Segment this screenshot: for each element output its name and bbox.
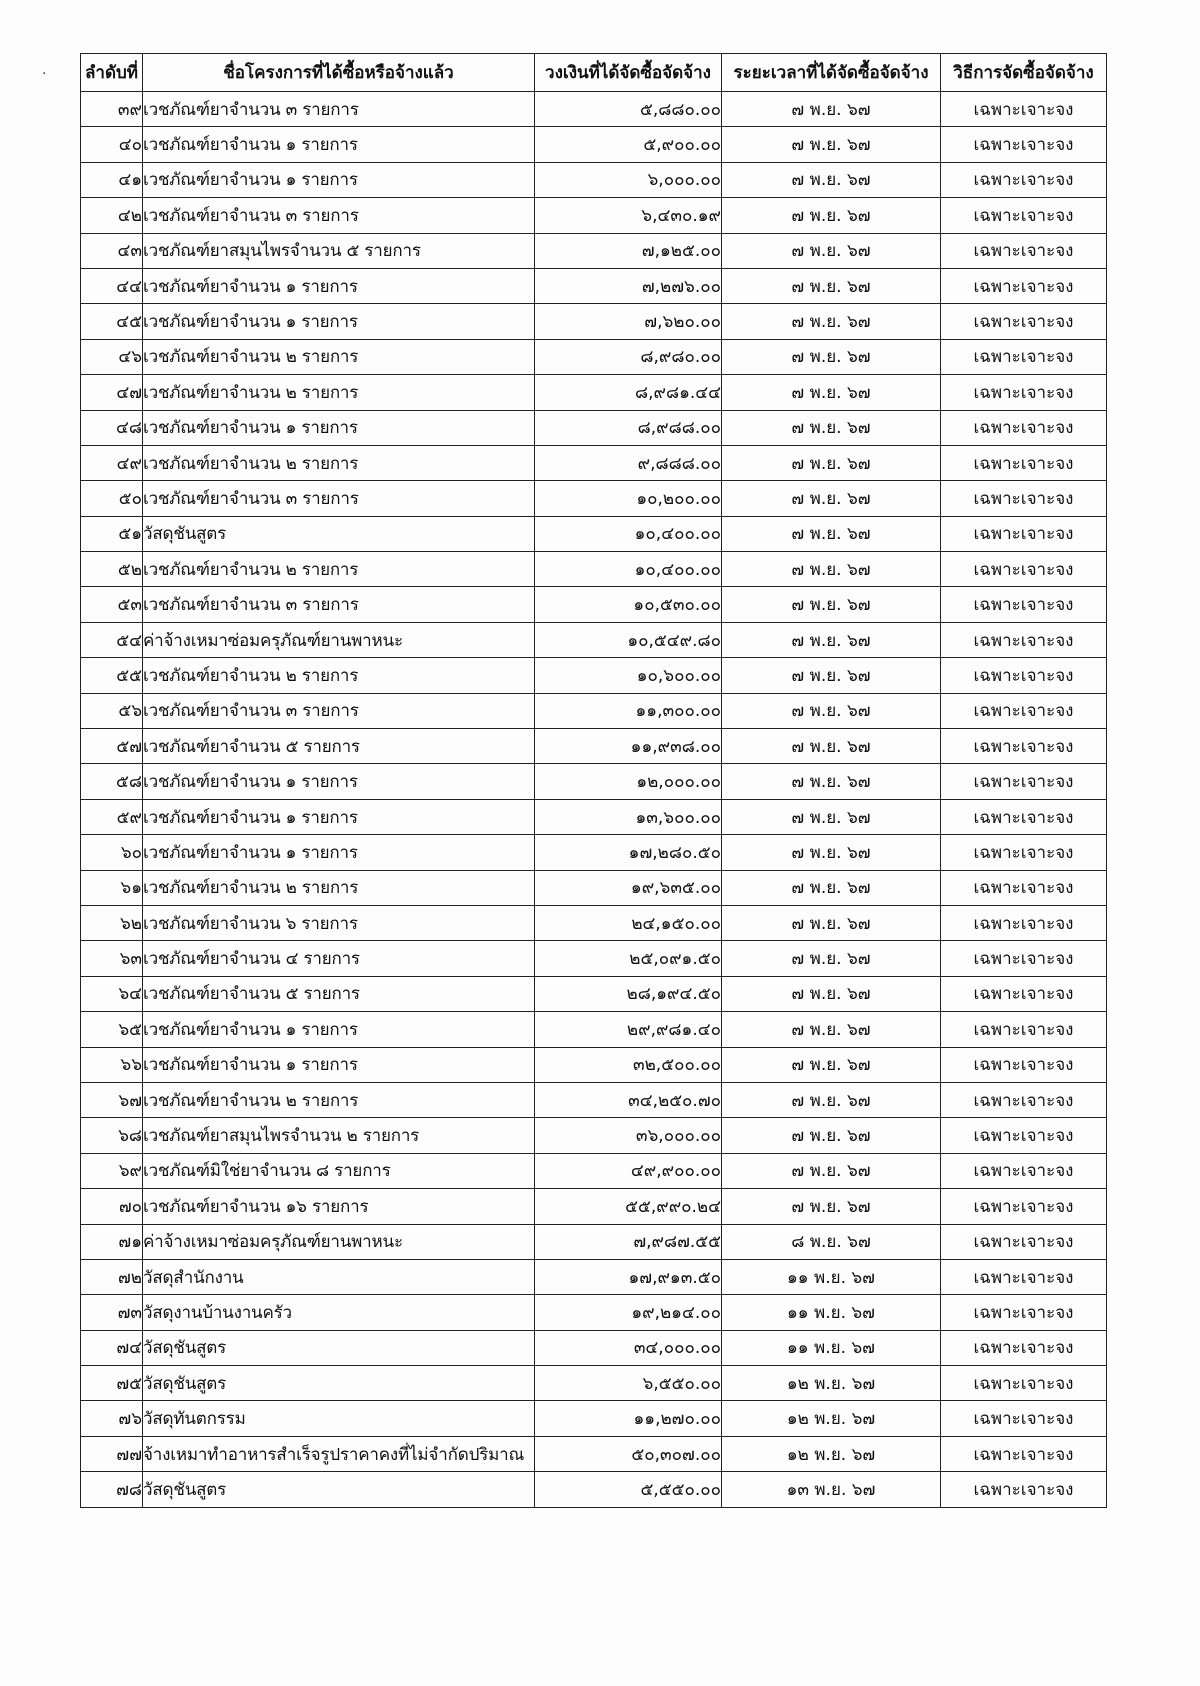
procurement-date-cell: ๗ พ.ย. ๖๗ bbox=[722, 233, 941, 268]
project-name-cell: เวชภัณฑ์ยาจำนวน ๑ รายการ bbox=[143, 764, 535, 799]
row-number-cell: ๗๕ bbox=[81, 1366, 143, 1401]
amount-cell: ๑๐,๕๔๙.๘๐ bbox=[535, 622, 722, 657]
amount-cell: ๑๑,๒๗๐.๐๐ bbox=[535, 1401, 722, 1436]
row-number-cell: ๗๗ bbox=[81, 1436, 143, 1471]
procurement-date-cell: ๗ พ.ย. ๖๗ bbox=[722, 1047, 941, 1082]
table-row bbox=[81, 835, 1107, 870]
procurement-date-cell: ๗ พ.ย. ๖๗ bbox=[722, 870, 941, 905]
row-number-cell: ๖๕ bbox=[81, 1012, 143, 1047]
row-number-cell: ๕๖ bbox=[81, 693, 143, 728]
amount-cell: ๘,๙๘๑.๔๔ bbox=[535, 375, 722, 410]
procurement-method-cell: เฉพาะเจาะจง bbox=[941, 870, 1107, 905]
row-number-cell: ๔๙ bbox=[81, 445, 143, 480]
table-row bbox=[81, 870, 1107, 905]
table-row bbox=[81, 198, 1107, 233]
amount-cell: ๖,๔๓๐.๑๙ bbox=[535, 198, 722, 233]
amount-cell: ๑๗,๙๑๓.๕๐ bbox=[535, 1259, 722, 1294]
row-number-cell: ๔๒ bbox=[81, 198, 143, 233]
project-name-cell: เวชภัณฑ์ยาจำนวน ๓ รายการ bbox=[143, 693, 535, 728]
project-name-cell: เวชภัณฑ์ยาจำนวน ๒ รายการ bbox=[143, 1082, 535, 1117]
project-name-cell: เวชภัณฑ์ยาจำนวน ๒ รายการ bbox=[143, 339, 535, 374]
amount-cell: ๓๔,๒๕๐.๗๐ bbox=[535, 1082, 722, 1117]
amount-cell: ๖,๕๕๐.๐๐ bbox=[535, 1366, 722, 1401]
row-number-cell: ๔๐ bbox=[81, 127, 143, 162]
procurement-date-cell: ๗ พ.ย. ๖๗ bbox=[722, 693, 941, 728]
procurement-method-cell: เฉพาะเจาะจง bbox=[941, 1153, 1107, 1188]
row-number-cell: ๕๔ bbox=[81, 622, 143, 657]
project-name-cell: ค่าจ้างเหมาซ่อมครุภัณฑ์ยานพาหนะ bbox=[143, 1224, 535, 1259]
procurement-method-cell: เฉพาะเจาะจง bbox=[941, 1259, 1107, 1294]
amount-cell: ๑๐,๒๐๐.๐๐ bbox=[535, 481, 722, 516]
amount-cell: ๖,๐๐๐.๐๐ bbox=[535, 162, 722, 197]
table-row bbox=[81, 481, 1107, 516]
procurement-method-cell: เฉพาะเจาะจง bbox=[941, 1047, 1107, 1082]
row-number-cell: ๖๗ bbox=[81, 1082, 143, 1117]
table-row bbox=[81, 1224, 1107, 1259]
procurement-date-cell: ๗ พ.ย. ๖๗ bbox=[722, 516, 941, 551]
project-name-cell: เวชภัณฑ์ยาจำนวน ๕ รายการ bbox=[143, 729, 535, 764]
row-number-cell: ๗๘ bbox=[81, 1472, 143, 1507]
procurement-method-cell: เฉพาะเจาะจง bbox=[941, 552, 1107, 587]
project-name-cell: วัสดุชันสูตร bbox=[143, 1472, 535, 1507]
procurement-date-cell: ๗ พ.ย. ๖๗ bbox=[722, 1118, 941, 1153]
table-row bbox=[81, 552, 1107, 587]
amount-cell: ๕,๘๘๐.๐๐ bbox=[535, 92, 722, 127]
row-number-cell: ๔๗ bbox=[81, 375, 143, 410]
table-row bbox=[81, 905, 1107, 940]
procurement-date-cell: ๗ พ.ย. ๖๗ bbox=[722, 835, 941, 870]
procurement-method-cell: เฉพาะเจาะจง bbox=[941, 905, 1107, 940]
amount-cell: ๑๑,๙๓๘.๐๐ bbox=[535, 729, 722, 764]
procurement-method-cell: เฉพาะเจาะจง bbox=[941, 198, 1107, 233]
amount-cell: ๓๒,๕๐๐.๐๐ bbox=[535, 1047, 722, 1082]
procurement-method-cell: เฉพาะเจาะจง bbox=[941, 1401, 1107, 1436]
amount-cell: ๑๐,๔๐๐.๐๐ bbox=[535, 552, 722, 587]
row-number-cell: ๗๑ bbox=[81, 1224, 143, 1259]
scan-mark: · bbox=[42, 66, 47, 82]
row-number-cell: ๕๘ bbox=[81, 764, 143, 799]
project-name-cell: เวชภัณฑ์ยาจำนวน ๑ รายการ bbox=[143, 410, 535, 445]
procurement-date-cell: ๗ พ.ย. ๖๗ bbox=[722, 304, 941, 339]
procurement-date-cell: ๗ พ.ย. ๖๗ bbox=[722, 339, 941, 374]
amount-cell: ๑๐,๖๐๐.๐๐ bbox=[535, 658, 722, 693]
row-number-cell: ๕๑ bbox=[81, 516, 143, 551]
procurement-method-cell: เฉพาะเจาะจง bbox=[941, 1118, 1107, 1153]
procurement-date-cell: ๗ พ.ย. ๖๗ bbox=[722, 481, 941, 516]
row-number-cell: ๖๙ bbox=[81, 1153, 143, 1188]
procurement-method-cell: เฉพาะเจาะจง bbox=[941, 516, 1107, 551]
table-row bbox=[81, 1366, 1107, 1401]
project-name-cell: วัสดุชันสูตร bbox=[143, 1366, 535, 1401]
procurement-date-cell: ๘ พ.ย. ๖๗ bbox=[722, 1224, 941, 1259]
procurement-date-cell: ๗ พ.ย. ๖๗ bbox=[722, 127, 941, 162]
procurement-method-cell: เฉพาะเจาะจง bbox=[941, 445, 1107, 480]
table-row bbox=[81, 1259, 1107, 1294]
amount-cell: ๓๖,๐๐๐.๐๐ bbox=[535, 1118, 722, 1153]
row-number-cell: ๔๖ bbox=[81, 339, 143, 374]
amount-cell: ๗,๖๒๐.๐๐ bbox=[535, 304, 722, 339]
row-number-cell: ๖๖ bbox=[81, 1047, 143, 1082]
project-name-cell: เวชภัณฑ์ยาจำนวน ๑๖ รายการ bbox=[143, 1189, 535, 1224]
procurement-method-cell: เฉพาะเจาะจง bbox=[941, 1366, 1107, 1401]
table-row bbox=[81, 127, 1107, 162]
row-number-cell: ๗๐ bbox=[81, 1189, 143, 1224]
procurement-method-cell: เฉพาะเจาะจง bbox=[941, 658, 1107, 693]
procurement-date-cell: ๗ พ.ย. ๖๗ bbox=[722, 799, 941, 834]
table-row bbox=[81, 622, 1107, 657]
procurement-date-cell: ๑๒ พ.ย. ๖๗ bbox=[722, 1436, 941, 1471]
table-row bbox=[81, 1047, 1107, 1082]
procurement-method-cell: เฉพาะเจาะจง bbox=[941, 268, 1107, 303]
procurement-method-cell: เฉพาะเจาะจง bbox=[941, 1330, 1107, 1365]
table-row bbox=[81, 1330, 1107, 1365]
project-name-cell: เวชภัณฑ์ยาจำนวน ๓ รายการ bbox=[143, 92, 535, 127]
procurement-date-cell: ๑๑ พ.ย. ๖๗ bbox=[722, 1259, 941, 1294]
procurement-method-cell: เฉพาะเจาะจง bbox=[941, 233, 1107, 268]
table-row bbox=[81, 1401, 1107, 1436]
row-number-cell: ๗๖ bbox=[81, 1401, 143, 1436]
procurement-date-cell: ๗ พ.ย. ๖๗ bbox=[722, 198, 941, 233]
row-number-cell: ๕๗ bbox=[81, 729, 143, 764]
table-row bbox=[81, 1082, 1107, 1117]
row-number-cell: ๕๒ bbox=[81, 552, 143, 587]
row-number-cell: ๖๑ bbox=[81, 870, 143, 905]
procurement-method-cell: เฉพาะเจาะจง bbox=[941, 941, 1107, 976]
procurement-table bbox=[80, 53, 1107, 1508]
row-number-cell: ๕๕ bbox=[81, 658, 143, 693]
procurement-method-cell: เฉพาะเจาะจง bbox=[941, 1189, 1107, 1224]
procurement-date-cell: ๗ พ.ย. ๖๗ bbox=[722, 658, 941, 693]
procurement-date-cell: ๗ พ.ย. ๖๗ bbox=[722, 375, 941, 410]
table-row bbox=[81, 1189, 1107, 1224]
table-row bbox=[81, 764, 1107, 799]
table-row bbox=[81, 268, 1107, 303]
amount-cell: ๑๒,๐๐๐.๐๐ bbox=[535, 764, 722, 799]
amount-cell: ๙,๘๘๘.๐๐ bbox=[535, 445, 722, 480]
row-number-cell: ๔๕ bbox=[81, 304, 143, 339]
table-header-row bbox=[81, 54, 1107, 92]
table-row bbox=[81, 233, 1107, 268]
procurement-method-cell: เฉพาะเจาะจง bbox=[941, 304, 1107, 339]
procurement-method-cell: เฉพาะเจาะจง bbox=[941, 481, 1107, 516]
procurement-date-cell: ๑๒ พ.ย. ๖๗ bbox=[722, 1401, 941, 1436]
project-name-cell: เวชภัณฑ์ยาจำนวน ๒ รายการ bbox=[143, 445, 535, 480]
project-name-cell: เวชภัณฑ์ยาสมุนไพรจำนวน ๕ รายการ bbox=[143, 233, 535, 268]
project-name-cell: เวชภัณฑ์ยาจำนวน ๑ รายการ bbox=[143, 268, 535, 303]
project-name-cell: เวชภัณฑ์ยาจำนวน ๒ รายการ bbox=[143, 552, 535, 587]
procurement-method-cell: เฉพาะเจาะจง bbox=[941, 92, 1107, 127]
table-row bbox=[81, 693, 1107, 728]
procurement-method-cell: เฉพาะเจาะจง bbox=[941, 1295, 1107, 1330]
amount-cell: ๑๐,๕๓๐.๐๐ bbox=[535, 587, 722, 622]
table-row bbox=[81, 410, 1107, 445]
procurement-method-cell: เฉพาะเจาะจง bbox=[941, 976, 1107, 1011]
procurement-method-cell: เฉพาะเจาะจง bbox=[941, 1436, 1107, 1471]
table-row bbox=[81, 1012, 1107, 1047]
procurement-method-cell: เฉพาะเจาะจง bbox=[941, 693, 1107, 728]
procurement-method-cell: เฉพาะเจาะจง bbox=[941, 764, 1107, 799]
header-project-name: ชื่อโครงการที่ได้ซื้อหรือจ้างแล้ว bbox=[143, 54, 535, 92]
amount-cell: ๑๗,๒๘๐.๕๐ bbox=[535, 835, 722, 870]
amount-cell: ๑๙,๖๓๕.๐๐ bbox=[535, 870, 722, 905]
procurement-date-cell: ๗ พ.ย. ๖๗ bbox=[722, 268, 941, 303]
procurement-date-cell: ๗ พ.ย. ๖๗ bbox=[722, 905, 941, 940]
table-row bbox=[81, 304, 1107, 339]
amount-cell: ๒๕,๐๙๑.๕๐ bbox=[535, 941, 722, 976]
project-name-cell: เวชภัณฑ์ยาจำนวน ๒ รายการ bbox=[143, 870, 535, 905]
row-number-cell: ๔๓ bbox=[81, 233, 143, 268]
row-number-cell: ๔๘ bbox=[81, 410, 143, 445]
procurement-date-cell: ๗ พ.ย. ๖๗ bbox=[722, 976, 941, 1011]
procurement-date-cell: ๗ พ.ย. ๖๗ bbox=[722, 410, 941, 445]
table-row bbox=[81, 1472, 1107, 1507]
amount-cell: ๕๕,๙๙๐.๒๔ bbox=[535, 1189, 722, 1224]
project-name-cell: เวชภัณฑ์ยาจำนวน ๑ รายการ bbox=[143, 799, 535, 834]
table-row bbox=[81, 1153, 1107, 1188]
procurement-date-cell: ๗ พ.ย. ๖๗ bbox=[722, 1082, 941, 1117]
table-row bbox=[81, 1118, 1107, 1153]
project-name-cell: เวชภัณฑ์ยาจำนวน ๓ รายการ bbox=[143, 587, 535, 622]
procurement-method-cell: เฉพาะเจาะจง bbox=[941, 622, 1107, 657]
table-row bbox=[81, 1436, 1107, 1471]
table-row bbox=[81, 941, 1107, 976]
amount-cell: ๗,๙๘๗.๕๕ bbox=[535, 1224, 722, 1259]
project-name-cell: วัสดุงานบ้านงานครัว bbox=[143, 1295, 535, 1330]
row-number-cell: ๗๔ bbox=[81, 1330, 143, 1365]
table-row bbox=[81, 729, 1107, 764]
amount-cell: ๑๐,๔๐๐.๐๐ bbox=[535, 516, 722, 551]
procurement-method-cell: เฉพาะเจาะจง bbox=[941, 729, 1107, 764]
project-name-cell: เวชภัณฑ์ยาจำนวน ๑ รายการ bbox=[143, 1047, 535, 1082]
procurement-date-cell: ๑๑ พ.ย. ๖๗ bbox=[722, 1295, 941, 1330]
procurement-date-cell: ๗ พ.ย. ๖๗ bbox=[722, 552, 941, 587]
header-amount: วงเงินที่ได้จัดซื้อจัดจ้าง bbox=[535, 54, 722, 92]
procurement-date-cell: ๑๓ พ.ย. ๖๗ bbox=[722, 1472, 941, 1507]
row-number-cell: ๖๓ bbox=[81, 941, 143, 976]
amount-cell: ๒๙,๙๘๑.๔๐ bbox=[535, 1012, 722, 1047]
row-number-cell: ๖๔ bbox=[81, 976, 143, 1011]
procurement-date-cell: ๗ พ.ย. ๖๗ bbox=[722, 764, 941, 799]
procurement-method-cell: เฉพาะเจาะจง bbox=[941, 1012, 1107, 1047]
procurement-method-cell: เฉพาะเจาะจง bbox=[941, 375, 1107, 410]
project-name-cell: จ้างเหมาทำอาหารสำเร็จรูปราคาคงที่ไม่จำกัดปริมาณ bbox=[143, 1436, 535, 1471]
row-number-cell: ๓๙ bbox=[81, 92, 143, 127]
project-name-cell: เวชภัณฑ์มิใช่ยาจำนวน ๘ รายการ bbox=[143, 1153, 535, 1188]
row-number-cell: ๖๘ bbox=[81, 1118, 143, 1153]
project-name-cell: เวชภัณฑ์ยาจำนวน ๑ รายการ bbox=[143, 304, 535, 339]
procurement-method-cell: เฉพาะเจาะจง bbox=[941, 162, 1107, 197]
table-row bbox=[81, 799, 1107, 834]
procurement-date-cell: ๗ พ.ย. ๖๗ bbox=[722, 162, 941, 197]
header-no: ลำดับที่ bbox=[81, 54, 143, 92]
amount-cell: ๕,๙๐๐.๐๐ bbox=[535, 127, 722, 162]
amount-cell: ๕๐,๓๐๗.๐๐ bbox=[535, 1436, 722, 1471]
table-body bbox=[81, 92, 1107, 1508]
table-row bbox=[81, 162, 1107, 197]
procurement-method-cell: เฉพาะเจาะจง bbox=[941, 127, 1107, 162]
table-row bbox=[81, 375, 1107, 410]
procurement-method-cell: เฉพาะเจาะจง bbox=[941, 1224, 1107, 1259]
project-name-cell: เวชภัณฑ์ยาจำนวน ๓ รายการ bbox=[143, 198, 535, 233]
row-number-cell: ๕๐ bbox=[81, 481, 143, 516]
procurement-date-cell: ๗ พ.ย. ๖๗ bbox=[722, 729, 941, 764]
row-number-cell: ๖๒ bbox=[81, 905, 143, 940]
procurement-method-cell: เฉพาะเจาะจง bbox=[941, 587, 1107, 622]
row-number-cell: ๕๙ bbox=[81, 799, 143, 834]
procurement-date-cell: ๗ พ.ย. ๖๗ bbox=[722, 941, 941, 976]
row-number-cell: ๗๒ bbox=[81, 1259, 143, 1294]
procurement-date-cell: ๗ พ.ย. ๖๗ bbox=[722, 445, 941, 480]
project-name-cell: เวชภัณฑ์ยาจำนวน ๒ รายการ bbox=[143, 658, 535, 693]
procurement-method-cell: เฉพาะเจาะจง bbox=[941, 1082, 1107, 1117]
amount-cell: ๓๔,๐๐๐.๐๐ bbox=[535, 1330, 722, 1365]
amount-cell: ๘,๙๘๘.๐๐ bbox=[535, 410, 722, 445]
row-number-cell: ๖๐ bbox=[81, 835, 143, 870]
table-row bbox=[81, 587, 1107, 622]
procurement-date-cell: ๑๒ พ.ย. ๖๗ bbox=[722, 1366, 941, 1401]
project-name-cell: เวชภัณฑ์ยาจำนวน ๕ รายการ bbox=[143, 976, 535, 1011]
project-name-cell: วัสดุชันสูตร bbox=[143, 516, 535, 551]
project-name-cell: เวชภัณฑ์ยาจำนวน ๒ รายการ bbox=[143, 375, 535, 410]
amount-cell: ๒๘,๑๙๔.๕๐ bbox=[535, 976, 722, 1011]
procurement-date-cell: ๗ พ.ย. ๖๗ bbox=[722, 622, 941, 657]
procurement-method-cell: เฉพาะเจาะจง bbox=[941, 410, 1107, 445]
amount-cell: ๗,๒๗๖.๐๐ bbox=[535, 268, 722, 303]
header-method: วิธีการจัดซื้อจัดจ้าง bbox=[941, 54, 1107, 92]
procurement-date-cell: ๗ พ.ย. ๖๗ bbox=[722, 1189, 941, 1224]
amount-cell: ๗,๑๒๕.๐๐ bbox=[535, 233, 722, 268]
project-name-cell: เวชภัณฑ์ยาจำนวน ๑ รายการ bbox=[143, 835, 535, 870]
amount-cell: ๔๙,๙๐๐.๐๐ bbox=[535, 1153, 722, 1188]
table-row bbox=[81, 445, 1107, 480]
amount-cell: ๑๑,๓๐๐.๐๐ bbox=[535, 693, 722, 728]
row-number-cell: ๔๔ bbox=[81, 268, 143, 303]
row-number-cell: ๔๑ bbox=[81, 162, 143, 197]
procurement-date-cell: ๗ พ.ย. ๖๗ bbox=[722, 587, 941, 622]
procurement-method-cell: เฉพาะเจาะจง bbox=[941, 339, 1107, 374]
project-name-cell: เวชภัณฑ์ยาจำนวน ๑ รายการ bbox=[143, 1012, 535, 1047]
project-name-cell: เวชภัณฑ์ยาสมุนไพรจำนวน ๒ รายการ bbox=[143, 1118, 535, 1153]
project-name-cell: วัสดุชันสูตร bbox=[143, 1330, 535, 1365]
amount-cell: ๒๔,๑๕๐.๐๐ bbox=[535, 905, 722, 940]
procurement-date-cell: ๗ พ.ย. ๖๗ bbox=[722, 1012, 941, 1047]
table-row bbox=[81, 658, 1107, 693]
table-row bbox=[81, 976, 1107, 1011]
project-name-cell: วัสดุทันตกรรม bbox=[143, 1401, 535, 1436]
procurement-method-cell: เฉพาะเจาะจง bbox=[941, 835, 1107, 870]
table-row bbox=[81, 516, 1107, 551]
amount-cell: ๑๙,๒๑๔.๐๐ bbox=[535, 1295, 722, 1330]
procurement-date-cell: ๗ พ.ย. ๖๗ bbox=[722, 1153, 941, 1188]
project-name-cell: วัสดุสำนักงาน bbox=[143, 1259, 535, 1294]
table-row bbox=[81, 1295, 1107, 1330]
procurement-date-cell: ๗ พ.ย. ๖๗ bbox=[722, 92, 941, 127]
amount-cell: ๘,๙๘๐.๐๐ bbox=[535, 339, 722, 374]
table-row bbox=[81, 92, 1107, 127]
table-row bbox=[81, 339, 1107, 374]
amount-cell: ๑๓,๖๐๐.๐๐ bbox=[535, 799, 722, 834]
project-name-cell: เวชภัณฑ์ยาจำนวน ๔ รายการ bbox=[143, 941, 535, 976]
amount-cell: ๕,๕๕๐.๐๐ bbox=[535, 1472, 722, 1507]
header-date: ระยะเวลาที่ได้จัดซื้อจัดจ้าง bbox=[722, 54, 941, 92]
row-number-cell: ๕๓ bbox=[81, 587, 143, 622]
project-name-cell: เวชภัณฑ์ยาจำนวน ๓ รายการ bbox=[143, 481, 535, 516]
procurement-date-cell: ๑๑ พ.ย. ๖๗ bbox=[722, 1330, 941, 1365]
project-name-cell: เวชภัณฑ์ยาจำนวน ๑ รายการ bbox=[143, 127, 535, 162]
row-number-cell: ๗๓ bbox=[81, 1295, 143, 1330]
procurement-method-cell: เฉพาะเจาะจง bbox=[941, 1472, 1107, 1507]
project-name-cell: เวชภัณฑ์ยาจำนวน ๖ รายการ bbox=[143, 905, 535, 940]
project-name-cell: ค่าจ้างเหมาซ่อมครุภัณฑ์ยานพาหนะ bbox=[143, 622, 535, 657]
procurement-method-cell: เฉพาะเจาะจง bbox=[941, 799, 1107, 834]
project-name-cell: เวชภัณฑ์ยาจำนวน ๑ รายการ bbox=[143, 162, 535, 197]
